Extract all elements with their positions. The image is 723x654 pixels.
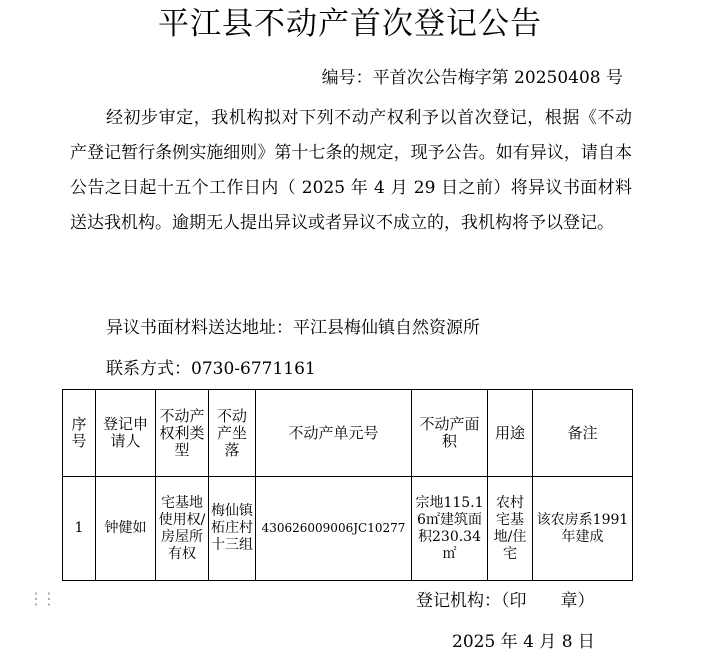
cell-location: 梅仙镇柘庄村十三组	[209, 477, 256, 581]
header-seq: 序号	[63, 390, 96, 477]
cell-applicant: 钟健如	[96, 477, 156, 581]
table-row	[63, 477, 633, 581]
drag-handle-icon[interactable]: ⋮⋮	[28, 589, 54, 608]
registration-table	[62, 389, 633, 581]
cell-seq: 1	[63, 477, 96, 581]
header-location: 不动产坐落	[209, 390, 256, 477]
cell-area: 宗地115.16㎡建筑面积230.34㎡	[412, 477, 488, 581]
header-area: 不动产面积	[412, 390, 488, 477]
cell-usage: 农村宅基地/住宅	[488, 477, 533, 581]
notice-date: 2025 年 4 月 8 日	[452, 632, 595, 652]
header-remark: 备注	[533, 390, 633, 477]
cell-right-type: 宅基地使用权/房屋所有权	[156, 477, 209, 581]
notice-body-paragraph: 经初步审定，我机构拟对下列不动产权利予以首次登记，根据《不动产登记暂行条例实施细则》第十七条的规定，现予公告。如有异议，请自本公告之日起十五个工作日内（ 2025 年 4 月 29 日之前）将异议书面材料送达我机构。逾期无人提出异议或者异议不成立的，我机构将予以登记。	[70, 108, 632, 233]
notice-title: 平江县不动产首次登记公告	[158, 6, 542, 42]
cell-remark: 该农房系1991年建成	[533, 477, 633, 581]
cell-unit-no: 430626009006JC10277	[256, 477, 412, 581]
registration-authority-seal: 登记机构：（印 章）	[416, 591, 595, 611]
header-usage: 用途	[488, 390, 533, 477]
objection-address: 异议书面材料送达地址：平江县梅仙镇自然资源所	[106, 318, 480, 338]
document-number: 编号：平首次公告梅字第 20250408 号	[321, 68, 623, 88]
header-right-type: 不动产权利类型	[156, 390, 209, 477]
header-unit-no: 不动产单元号	[256, 390, 412, 477]
table-header-row	[63, 390, 633, 477]
header-applicant: 登记申请人	[96, 390, 156, 477]
contact-info: 联系方式：0730-6771161	[106, 359, 316, 379]
